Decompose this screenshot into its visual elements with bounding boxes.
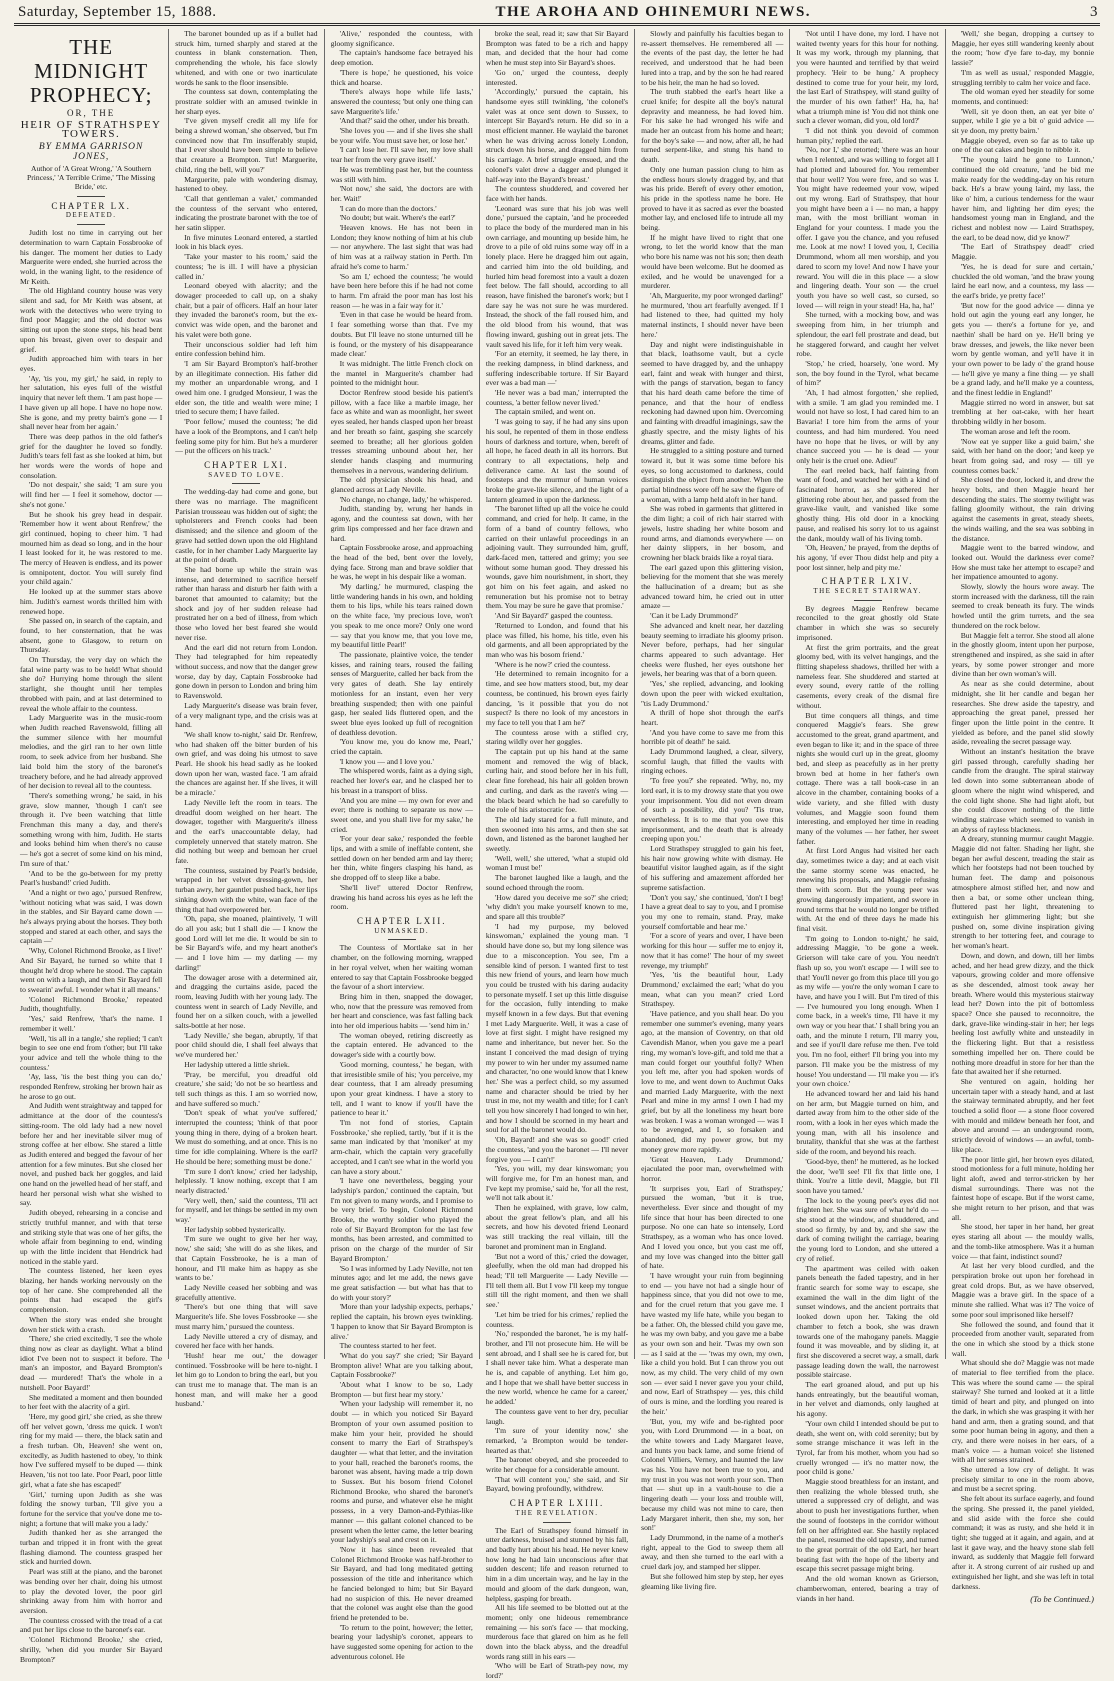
paragraph: 'Accordingly,' pursued the captain, his handsome eyes still twinkling, 'the colonel's valet was at once sent down to Sussex, to intercept Sir Bayard's return. He did so in a most efficient manner. He waylaid the baronet when he was driving across lonely London, struck down his horse, and dragged him from his carriage. A brief struggle ensued, and the colonel's valet drew a dagger and plunged it half-way into the Bayard's breast.' xyxy=(485,87,629,184)
paragraph: 'Yes, you will, my dear kinswoman; you will forgive me, for I'm an honest man, and I've kept my promise,' said he, 'for all the rest, we'll not talk about it.' xyxy=(485,1164,629,1203)
paragraph: 'And Sir Bayard?' gasped the countess. xyxy=(494,611,613,621)
paragraph: The woman obeyed, retiring discreetly as the captain entered. He advanced to the dowager's side with a courtly bow. xyxy=(330,1030,473,1060)
paragraph: 'There's but one thing that will save Marguerite's life. She loves Fossbrooke — she must marry him,' pursued the countess. xyxy=(175,1302,318,1331)
paragraph: 'I have one nevertheless, begging your ladyship's pardon,' continued the captain, 'but I'm not given to many words, and I promise to be very brief. To begin, Colonel Richmond Brooke, the worthy soldier who played the role of Sir Bayard Brompton for the last few months, has been arrested, and committed to prison on the charge of the murder of Sir Bayard Brompton.' xyxy=(330,1176,473,1263)
paragraph: 'Hush! hear me out,' the dowager continued. 'Fossbrooke will be here to-night. I let him go to London to bring the earl, but you can trust me to manage that. The man is an honest man, and will make her a good husband.' xyxy=(175,1350,318,1409)
paragraph: Only one human passion clung to him as the endless hours slowly dragged by, and that was his pride. Bereft of every other emotion, his pride in the spotless name he bore. He proved to have it as sacred as ever the boasted mother lay, and enclosed life to intrude all my being. xyxy=(641,164,784,233)
paragraph: Maggie stirred no word in answer, but sat trembling at her oat-cake, with her heart throbbing wildly in her bosom. xyxy=(951,397,1094,427)
column-4 xyxy=(480,29,635,1681)
story-byline: BY EMMA GARRISON JONES, xyxy=(38,142,144,162)
paragraph: She turned, with a mocking bow, and was sweeping from him, in her triumph and splendour, the earl fell prostrate and dead, but he staggered forward, and caught her velvet robe. xyxy=(796,310,939,359)
paragraph: If he might have lived to right that one wrong, to let the world know that the man who bore his name was not his son; then death would have been welcome. But he doomed as exiled, and he would be unavenged for a murderer. xyxy=(641,232,784,291)
paragraph: But he shook his grey head in despair. 'Remember how it went about Renfrew,' the girl continued, hoping to cheer him. 'I had mourned him as dead so long, and in the hour I least looked for it, he was restored to me. The mercy of Heaven is endless, and its power is omnipotent, doctor. You will surely find your child again.' xyxy=(20,509,163,587)
paragraph: The countess, sustained by Pearl's bedside, wrapped in her velvet dressing-gown, her turban awry, her gauntlet pushed back, her lips sinking down with the white, wan face of the thing that had overpowered her. xyxy=(175,865,318,914)
paragraph: 'Oh, Bayard! and she was so good!' cried the countess, 'and you the baronet — I'll never forgive you — I can't!' xyxy=(485,1135,629,1164)
paragraph: Judith obeyed, rehearsing in a concise and strictly truthful manner, and with that terse and striking style that was one of her gifts, the whole affair from beginning to end, winding up with the little incident that Hendrick had noticed in the stable yard. xyxy=(20,1208,163,1266)
paragraph: Maggie went to the barred window, and looked out. Would the darkness ever come? How she must take her attempt to escape? and her impatience amounted to agony. xyxy=(951,543,1094,582)
paragraph: 'The baronet lifted up all the voice he could command, and cried for help. It came, in the form of a band of country fellows, who carried on their unlawful proceedings in an adjoining vault. They surrounded him, gruff, dark-faced men, tattered and grimy; you see without some human good. They dressed his wounds, gave him nourishment, in short, they got him on his feet again, and asked no remuneration but his promise not to betray them. You may be sure he gave that promise.' xyxy=(485,504,629,611)
paragraph: 'For your dear sake,' responded the feeble lips, and with a smile of ineffable content, she settled down on her bended arm and lay there; her thin, white fingers clasping his hand, as she dropped off to sleep like a babe. xyxy=(330,834,473,883)
paragraph: She followed the sound, and found that it proceeded from another vault, separated from the one in which she stood by a thick stone wall. xyxy=(951,1319,1094,1358)
paragraph: Down, and down, and down, till her limbs ached, and her head grew dizzy, and the thick vapours, growing colder and more offensive as she descended, almost took away her breath. Where would this mysterious stairway lead her? Down into the pit of bottomless space? Once she paused to reconnoitre, the dark, grave-like winding-stair in her; her legs heeling lost awfully white and unsteadily in the flickering light. But that a resistless something impelled her on. There could be nothing more dreadful in store for her than the fate that awaited her if she returned. xyxy=(951,950,1094,1077)
paragraph: 'Why, Colonel Richmond Brooke, as I live!' And Sir Bayard, he turned so white that I thought he'd drop where he stood. The captain went on with a laugh, and then Sir Bayard fell to swearin' awful. I wonder what it all means.' xyxy=(20,946,163,994)
paragraph: 'Even in that case he would be heard from. I fear something worse than that. I've my doubts. But I'll leave no stone unturned till he is found, or the mystery of his disappearance made clear.' xyxy=(330,310,473,359)
paragraph: 'Ah, I had almost forgotten,' she replied, with a smile. 'I am glad you reminded me. I would not have so lost, I had cared him to an Bavaria! I tore him from the arms of your countess, and had him murdered. You need have no hope that he lives, or will by any chance succeed you — he is dead — your only heir is the cruel one. Adieu!' xyxy=(796,388,939,465)
paragraph: The countess sat down, contemplating the prostrate soldier with an amused twinkle in her sharp eyes. xyxy=(175,87,318,116)
paragraph: 'You know me, you do know me, Pearl,' cried the captain. xyxy=(330,737,473,757)
paragraph: She meditated a moment and then bounded to her feet with the alacrity of a girl. xyxy=(20,1392,163,1412)
column-5 xyxy=(635,29,790,1591)
paragraph: Her ladyship sobbed hysterically. xyxy=(184,1224,286,1234)
paragraph: 'Don't speak of what you've suffered,' interrupted the countess; 'think of that poor young thing in there, dying of a broken heart. We must do something, and at once. This is no time for idle complaining. Where is the earl? He should be here; something must be done.' xyxy=(175,1108,318,1166)
paragraph: 'I was going to say, if he had any sins upon his soul, he repented of them in those endless hours of darkness and torture, when, bereft of all hope, he faced death in all its horrors. But contrary to all expectations, help and deliverance came. At last the sound of footsteps and the murmur of human voices broke the grave-like silence, and the light of a lantern gleamed in upon the darkness. xyxy=(485,417,629,504)
paragraph: She ventured on again, holding her uncertain taper with a steady hand, and at last the stairway terminated abruptly, and her feet touched a solid floor — a stone floor covered with mould and mildew beneath her foot, and above and around — an underground room, strictly devoid of windows — an awful, tomb-like place. xyxy=(951,1076,1094,1154)
to-be-continued: (To be Continued.) xyxy=(1030,1594,1094,1605)
paragraph: The truth stabbed the earl's heart like a cruel knife; for despite all the boy's natural depravity and meanness, he had loved him. For his sake he had wronged his wife and made her an outcast from his home and heart; for the boy's sake — and now, after all, he had turned serpent-like, and stung his hand to death. xyxy=(641,87,784,165)
paragraph: But she followed him step by step, her eyes gleaming like living fire. xyxy=(641,1571,784,1591)
paragraph: 'Have patience, and you shall hear. Do you remember one summer's evening, many years ago, at the mansion of Coventry, on that old Cavendish Manor, when you gave me a pearl ring, my woman's love-gift, and told me that a man could forget our youthful folly? When you left me, after you had spoken words of love to me, and went down to Auchmut Oaks and married Lady Marguerite, with the next Pearl and mine in my arms! I own I had my grief, but by all the loneliness my heart bore was broken. I was a woman wronged — was I to be avenged, and I, so forsaken and abandoned, did my power grow, but my money grew more rapidly. xyxy=(641,1009,784,1154)
paragraph: The baronet bounded up as if a bullet had struck him, turned sharply and stared at the countess in blank consternation. Then, comprehending the whole, his face slowly whitened, and with one or two inarticulate words he sank to the floor insensible. xyxy=(175,29,318,87)
chapter-divider xyxy=(232,483,260,484)
paragraph: And the old woman known as Grierson, chamberwoman, entered, bearing a tray of viands in her hand. xyxy=(796,1574,939,1603)
paragraph: Judith lost no time in carrying out her determination to warn Captain Fossbrooke of his danger. The moment her duties to Lady Marguerite were ended, she hurried across the wold, in the waning light, to the residence of Mr Keith. xyxy=(20,228,163,286)
chapter-heading xyxy=(486,1499,628,1522)
paragraph: 'I did not think you devoid of common human pity,' replied the earl. xyxy=(796,126,939,145)
paragraph: 'Lady Neville,' she began, abruptly, 'if that poor child should die, I shall feel always that we've murdered her.' xyxy=(175,1030,318,1060)
paragraph: 'I had my purpose, my beloved kinswoman,' explained the young man. 'I should have done so, but my long silence was due to a misconception. You see, I'm a sensible kind of person. I wanted first to test this new friend of yours, and learn how much you could be trusted with his daring audacity to personate myself. I set up this little disguise for the occasion, fully intending to make myself known in a few days. But that evening I met Lady Marguerite. Well, it was a case of love at first sight. I might have resigned my name and inheritance, but never her. So the instant I conceived the mad design of trying my power to win her under my assumed name and character, 'no one would know that I knew her.' She was a perfect child, so my assumed name and character should be tried by her trust in me, not my wealth and title; for I can't tell you how sincerely I had longed to win her, and how I should be scorned in my heart and soul for all the baronet would do. xyxy=(485,921,629,1135)
paragraph: 'Returned to London, and found that his place was filled, his home, his title, even his old garments, and all been appropriated by the man who was his bosom friend.' xyxy=(485,620,629,659)
paragraph: A thrill of hope shot through the earl's heart. xyxy=(641,708,784,727)
paragraph: 'About what I know to be so, Lady Brompton — but first hear my story.' xyxy=(330,1380,473,1399)
chapter-heading xyxy=(331,917,473,940)
paragraph: The earl gazed upon this glittering vision, believing for the moment that she was merely the hallucination of a dream; but as she advanced toward him, he cried out in utter amaze — xyxy=(641,562,784,611)
paragraph: 'No,' responded the baronet, 'he is my half-brother, and I'll not prosecute him. He will be sent abroad, and I shall see he is cared for, but I shall never take him. What a desperate man he is, and capable of anything. Let him go, and I hope that we shall have better success in the new world, whence he came for a career,' he added.' xyxy=(485,1329,629,1407)
paragraph: The countess listened, her keen eyes blazing, her hands working nervously on the top of her cane. She comprehended all the points that had escaped the girl's comprehension. xyxy=(20,1266,163,1315)
paragraph: 'Colonel Richmond Brooke,' she cried, shrilly, 'when did you murder Sir Bayard Brompton?' xyxy=(20,1635,163,1664)
paragraph: 'Not until I have done, my lord. I have not waited twenty years for this hour for nothing. It was my work, through my planning, that you were haunted and terrified by that weird prophecy. 'Heir to be hung.' A prophecy destined to come true for your heir, my lord, the last Earl of Strathspey, will stand guilty of the murder of his own father!' Ha, ha, ha! what a triumph mine is! You did not think one such a clever woman, did you, old lord?' xyxy=(796,29,939,126)
chapter-heading xyxy=(796,577,938,600)
paragraph: He was trembling past her, but the countess was still with him. xyxy=(330,164,473,184)
paragraph: The baronet laughed like a laugh, and the sound echoed through the room. xyxy=(485,873,629,892)
chapter-divider xyxy=(388,939,416,940)
chapter-number: CHAPTER LXI. xyxy=(204,459,289,470)
paragraph: 'No doubt; but wait. Where's the earl?' xyxy=(339,213,456,223)
paragraph: But time conquers all things, and time conquered Maggie's fears. She grew accustomed to the great, grand apartment, and even began to like it; and in the space of three nights she would curl up in the great, gloomy bed, and sleep as peacefully as in her pretty brown bed at home in her father's own cottage. There was a tall book-case in an alcove in the chamber, containing books of a wide variety, and she filled with dusty volumes, and Maggie soon found them interesting, and employed her time in reading many of the volumes — her father, her sweet father. xyxy=(796,710,939,846)
paragraph: She uttered a low cry of delight. It was precisely similar to one in the room above, and must be a secret spring. xyxy=(951,1465,1094,1494)
paragraph: 'And that?' said the other, under his breath. xyxy=(339,116,470,126)
paragraph: 'There's always hope while life lasts,' answered the countess; 'but only one thing can save Marguerite's life.' xyxy=(330,87,473,116)
paragraph: A dreary, stunning murmur caught Maggie. Maggie did not falter. Shading her light, she began her awful descent, treading the stair as which her footsteps had not been touched by human feet. The damp and poisonous atmosphere almost stifled her, and now and then a bat, or some other unclean thing, fluttered past her light, threatening to extinguish her glimmering light; but she pushed on, some divine inspiration giving strength to her tottering feet, and courage to her woman's heart. xyxy=(951,834,1094,951)
paragraph: broke the seal, read it; saw that Sir Bayard Brompton was fated to be a rich and happy man, and decided that the hour had come when he must step into Sir Bayard's shoes. xyxy=(485,29,629,68)
paragraph: The captain smiled, and went on. xyxy=(494,407,596,417)
paragraph: In five minutes Leonard entered, a startled look in his black eyes. xyxy=(175,232,318,252)
paragraph: 'I know you — and I love you.' xyxy=(339,756,434,766)
paragraph: 'No, nor I,' she retorted; 'there was an hour when I relented, and was willing to forget all I had plotted and laboured for. You remember that hour well? You were free, and so was I. You might have redeemed your vow, wiped out my wrong. Earl of Strathspey, that hour you might have been a i — no man, a happy man, with the most brilliant woman in England for your countess. I made you the offer. I gave you the chance, and you refused me. Look at me now! I loved you, I, Cecilia Drummond, whom all men worship, and you dared to scorn my love! And now I have your reward. You will die in this place — a slow and lingering death. Your son — the cruel youth you have so well cast, so cursed, so loved — will reign in your stead! Ha, ha, ha!' xyxy=(796,145,939,310)
chapter-number: CHAPTER LX. xyxy=(51,200,131,211)
paragraph: 'I'm as well as usual,' responded Maggie, struggling terribly to calm her voice and face. xyxy=(951,67,1094,87)
paragraph: The baronet obeyed, and she proceeded to write her cheque for a considerable amount. xyxy=(485,1455,629,1475)
paragraph: 'Yes,' said Renfrew, 'that's the name. I remember it well.' xyxy=(20,1014,163,1033)
paragraph: 'Let him be tried for his crimes,' replied the countess. xyxy=(485,1309,629,1329)
paragraph: 'So am I,' echoed the countess; 'he would have been here before this if he had not come to harm. I'm afraid the poor man has lost his reason — he was in a fair way for it.' xyxy=(330,271,473,310)
paragraph: 'The young laird he gone to Lunnon,' continued the old creature, 'and he bid me make ready for the wedding-day on his return back. He's a braw young laird, my lass, the like o' him, a curious tenderness for the waur haver him, and lighting her dim eyes; the handsomest young man in England, and the richest and noblest now — Laird Strathspey, the earl, to be dead now, did ye know?' xyxy=(951,155,1094,242)
paragraph: 'I have wrought your ruin from beginning to end — you have not had a single hour of happiness since, that you did not owe to me, and for the cruel return that you gave me. I have wasted my life hate, while you began to be a father. Oh, the blessed child you gave me, he was my own baby, and you gave me a babe as your own son and heir. 'Twas my own son — as I said at the — 'twas my own, my own, like a child you hold. But I can throw you out now, as my child. The very child of my own son — ever said I never gave you your child, and now, Earl of Strathspey — yes, this child of ours is mine, and the lordling you reared is the heir.' xyxy=(641,1271,784,1416)
paragraph: 'Well, well,' she uttered, 'what a stupid old woman I must be!' xyxy=(485,853,629,873)
paragraph: The woman arose and left the room. xyxy=(960,426,1071,436)
paragraph: At first the grim portraits, and the great gloomy bed, with its velvet hangings, and the flitting shapeless shadows, thrilled her with a nameless fear. She shuddered and started at every sound, every rattle of the rolling casements, every creak of the dismal fire without. xyxy=(796,642,939,710)
masthead-date: Saturday, September 15, 1888. xyxy=(18,4,217,20)
paragraph: Captain Fossbrooke arose, and approaching the head of the bed, bent over the lovely, dying face. Strong man and brave soldier that he was, he wept in his despair like a woman. xyxy=(330,543,473,582)
paragraph: 'I've given myself credit all my life for being a shrewd woman,' she observed, 'but I'm convinced now that I'm insufferably stupid, that I ever should have been simple to believe that creature a Brompton. Tut! Marguerite, child, ring the bell, will you?' xyxy=(175,116,318,174)
paragraph: The lock to the young peer's eyes did not frighten her. She was sure of what he'd do — she stood at the window, and shuddered, and stood so firmly, by and by, and she saw the dark of coming twilight the carriage, bearing the young lord to London, and she uttered a cry of relief. xyxy=(796,1195,939,1263)
story-title: THE MIDNIGHT PROPHECY; xyxy=(29,35,153,107)
paragraph: 'Ay, 'tis you, my girl,' he said, in reply to her salutation, his eyes full of the wistful inquiry that never left them. 'I am past hope — I have given up all hope. I have no hope now. She is gone, and my pretty bairn's gone — I shall never hear from her again.' xyxy=(20,373,163,432)
paragraph: 'Very well, then,' said the countess, 'I'll act for myself, and let things be settled in my own way.' xyxy=(175,1195,318,1225)
paragraph: 'There is hope,' he questioned, his voice thick and hoarse. xyxy=(330,67,473,87)
paragraph: 'Well,' she began, dropping a curtsey to Maggie, her eyes still wandering keenly about the room; 'how d'ye fare to-day, my bonnie lassie?' xyxy=(951,29,1094,68)
paragraph: Lady Neville uttered a cry of dismay, and covered her face with her hands. xyxy=(175,1331,318,1351)
paragraph: And Judith went straightway and tapped for admittance at the door of the countess's sitting-room. The old lady had a new novel before her and her inevitable silver mug of strong coffee at her elbow. She stared a little as Judith entered and begged the favour of her attention for a few minutes. But she closed her novel, and pushed back her goggles, and laid one hand on the jewelled head of her staff, and heard her personal wish what she wished to say. xyxy=(20,1101,163,1208)
paragraph: Slowly and painfully his faculties began to re-assert themselves. He remembered all — the events of the past day, the letter he had received, and understood that he had been lured into a trap, and by the son he had reared to be his heir, the man he had so loved. xyxy=(641,29,784,87)
paragraph: 'For a score of years and over, I have been working for this hour — suffer me to enjoy it, now that it has come!' The hour of my sweet revenge, my triumph!' xyxy=(641,931,784,970)
paragraph: The countess arose with a stifled cry, staring wildly over her goggles. xyxy=(485,727,629,747)
paragraph: 'Here, my good girl,' she cried, as she threw off her velvet gown, 'dress me quick. I won't ring for my maid — there, the black satin and a fresh turban. Oh, Heaven! she went on, excitedly, as Judith hastened to obey, 'to think how I've suffered myself to be duped — think Heaven, 'tis not too late. Poor Pearl, poor little girl, what a fate she has escaped!' xyxy=(20,1411,163,1489)
paragraph: 'Stop,' he cried, hoarsely, 'one word. My son, the boy found in the Tyrol, what became of him?' xyxy=(796,358,939,388)
paragraph: She had borne up while the strain was intense, and determined to sacrifice herself rather than harass and disturb her faith with a baronet that amounted to calamity; but the shock and joy of her sudden release had prostrated her on a bed of illness, from which those who loved her best feared she would never rise. xyxy=(175,564,318,642)
paragraph: 'Where is he now?' cried the countess. xyxy=(494,659,611,669)
paragraph: What should she do? Maggie was not made of material to flee terrified from the place. This was where the sound came — the spiral stairway? She turned and looked at it a little timid of heart and pity, and plunged on into the dark, in which she was grasping it with her hand and arm, then a grating sound, and that some poor human being in agony, and then a cry, and there were noises in her ears, of a man's voice — a human voice! she listened with all her senses strained. xyxy=(951,1358,1094,1465)
author-note: Author of 'A Great Wrong,' 'A Southern Princess,' 'A Terrible Crime,' 'The Missing Bride,' etc. xyxy=(27,163,156,192)
paragraph: 'But now for the good advice — dinna ye hold out agin the young earl any longer, he gets you — there's a fortune for ye, and naethin' shall be hard on ye. He'll bring ye braw dresses, and jewels, the like never been worn by gentle woman, and ye'll have it in your own power to be lady o' the grand house — he'll give ye many a fine thing — ye shall be a grand lady, and he'll make ye a countess, and the finest leddie in England!' xyxy=(951,300,1094,398)
paragraph: 'Well, 'tis all in a tangle,' she replied; 'I can't begin to see one end from t'other; but I'll take your advice and tell the whole thing to the countess.' xyxy=(20,1033,163,1072)
chapter-divider xyxy=(543,1522,571,1523)
paragraph: 'And to be the go-between for my pretty Pearl's husband!' cried Judith. xyxy=(20,868,163,888)
paragraph: Then he explained, with grave, low calm, about the great fellow's plan, and all his secrets, and how his devoted friend Leonard was still tracking the real villain, till the baronet and prominent man in England. xyxy=(485,1203,629,1251)
paragraph: 'It surprises you, Earl of Strathspey,' pursued the woman, 'but it is true, nevertheless. Ever since and thought of my life since that hour has been directed to one purpose. No one can hate so intensely, Lord Strathspey, as a woman who has once loved. And I loved you once, but you cast me off, and my love was changed into the bitter gall of hate. xyxy=(641,1183,784,1271)
paragraph: 'Girl,' turning upon Judith as she was folding the snowy turban, 'I'll give you a fortune for the service that you've done me to-night; a fortune that will make you a lady.' xyxy=(20,1489,163,1528)
paragraph: 'We shall know to-night,' said Dr. Renfrew, who had shaken off the bitter burden of his own grief, and was doing his utmost to save Pearl. He shook his head sadly as he looked down upon her wan, wasted face. 'I am afraid the chances are against her. If she lives, it will be a miracle.' xyxy=(175,729,318,798)
paragraph: All his life seemed to be blotted out at the moment; only one hideous remembrance remaining — his son's face — that mocking, murderous face that glared on him as he fell down into the black abyss, and the dreadful words rang still in his ears — xyxy=(485,1603,629,1661)
paragraph: The countess gave vent to her dry, peculiar laugh. xyxy=(485,1406,629,1426)
paragraph: 'Colonel Richmond Brooke,' repeated Judith, thoughtfully. xyxy=(20,994,163,1014)
paragraph: She stood, her taper in her hand, her great eyes staring all about — the mouldy walls, and the tomb-like atmosphere. Was it a human voice — that faint, indistinct sound? xyxy=(951,1222,1094,1261)
paragraph: By degrees Maggie Renfrew became reconciled to the great ghostly old State chamber in which she was so securely imprisoned. xyxy=(796,603,939,642)
chapter-title: SAVED TO LOVE. xyxy=(208,470,285,479)
paragraph: Bring him in then, snapped the dowager, who, now that the pressure was removed from her heart and conscience, was fast falling back into her old imperious habits — 'send him in.' xyxy=(330,991,473,1031)
paragraph: 'Can it be Lady Drummond?' xyxy=(650,611,739,621)
paragraph: 'I'm going to London to-night,' he said, addressing Maggie, 'to be gone a week. Grierson will take care of you. You needn't flash up so, you won't escape — I will see to that! You'll never go from this place till you go as my wife — you're the only woman I care to have, and have you I will. But I'm tired of this — I've humoured you long enough. When I come back, in a week's time, I'll have it my own way or you hear that.' I shall bring you an oath, and the minute I return, I'll marry you, and see if you'll dare refuse me then. I've told you. I'm no fool, either! I'll bring you into my parson. I'll make you be the mistress of my house! You understand — I'll make you — it's your own choice.' xyxy=(796,933,939,1089)
chapter-number: CHAPTER LXII. xyxy=(356,915,447,926)
paragraph: 'When your ladyship will remember it, no doubt — in which you noticed Sir Bayard Brompton of your own assumed position to make him your heir, provided he should consent to marry the Earl of Strathspey's daughter — what that letter, and the invitation to your hall, reached the baronet's rooms, the baronet was absent, having made a trip down to Sussex. But his bosom friend Colonel Richmond Brooke, who shared the baronet's rooms and purse, and whatever else he might possess, in a very Damon-and-Pythias-like manner — this gallant colonel chanced to be present when the letter came, the letter bearing your ladyship's seal and crest on it. xyxy=(330,1399,473,1545)
paragraph: 'Ay, lass, 'tis the best thing you can do,' responded Renfrew, stroking her brown hair as he arose to go out. xyxy=(20,1072,163,1101)
paragraph: The earl groaned aloud, and put up his hands entreatingly, but the beautiful woman, in her velvet and diamonds, only laughed at his agony. xyxy=(796,1380,939,1419)
chapter-title: THE REVELATION. xyxy=(515,1508,599,1517)
paragraph: At last her very blood curdled, and the perspiration broke out upon her forehead in great cold drops. But, as we have observed, Maggie was a brave girl. In the space of a minute she rallied. What was it? The voice of some poor soul imprisoned like herself? xyxy=(951,1261,1094,1319)
columns xyxy=(14,29,1100,1681)
paragraph: 'Great Heaven, Lady Drummond,' ejaculated the poor man, overwhelmed with horror. xyxy=(641,1154,784,1183)
paragraph: The whispered words, faint as a dying sigh, reached her lover's ear, and he clasped her to his breast in a transport of bliss. xyxy=(330,766,473,795)
paragraph: Slowly, slowly the hours wore away. The storm increased with the darkness, till the rain seemed to creak beneath its fury. The winds howled until the grim turrets, and the sea thundered on the rock below. xyxy=(951,582,1094,630)
paragraph: He looked up at the summer stars above him. Judith's earnest words thrilled him with renewed hope. xyxy=(20,587,163,616)
paragraph: 'Take your master to his room,' said the countess; 'he is ill. I will have a physician called in.' xyxy=(175,252,318,281)
paragraph: 'I'm not fond of stories, Captain Fossbrooke,' she replied, tartly, 'but if it is the same man indicated by that 'moniker' at my arm-chair, which the captain very gracefully accepted, and I can't see what in the world you can have a story about.' xyxy=(330,1118,473,1176)
paragraph: 'Poor fellow,' mused the countess; 'he did have a look of the Bromptons, and I can't help feeling some pity for him. But he's a murderer — put the officers on his track.' xyxy=(175,417,318,456)
paragraph: 'Now it has since been revealed that Colonel Richmond Brooke was half-brother to Sir Bayard, and had long meditated getting possession of the title and inheritance which he fancied belonged to him; but Sir Bayard had no suspicion of this. He never dreamed that the colonel was aught else than the good friend he pretended to be. xyxy=(330,1544,473,1622)
paragraph: Judith, standing by, wrung her hands in agony, and the countess sat down, with her grim lips compressed and her face drawn and hard. xyxy=(330,504,473,543)
paragraph: 'Oh, papa, she moaned, plaintively, 'I will do all you ask; but I shall die — I know the good Lord will let me die. It would be sin to be Sir Bayard's wife, and my heart another's — and I love him — my darling — my darling!' xyxy=(175,914,318,972)
masthead xyxy=(14,4,1100,23)
masthead-title: THE AROHA AND OHINEMURI NEWS. xyxy=(495,4,812,20)
chapter-divider xyxy=(77,224,105,225)
paragraph: Judith thanked her as she arranged the turban and tripped it in front with the great flashing diamond. The countess grasped her stick and hurried down. xyxy=(20,1528,163,1567)
paragraph: The old physician shook his head, and glanced across at Lady Neville. xyxy=(330,475,473,495)
paragraph: 'Yes, he is dead for sure and certain,' chuckled the old woman, 'and the braw young laird he earl now, and a countess, my lass — the earl's bride, ye pretty face!' xyxy=(951,261,1094,300)
paragraph: Lady Drummond laughed, a clear, silvery, scornful laugh, that filled the vaults with ringing echoes. xyxy=(641,747,784,776)
paragraph: 'Yes, 'tis the beautiful hour, Lady Drummond,' exclaimed the earl; 'what do you mean, what can you mean?' cried Lord Strathspey. xyxy=(641,970,784,1009)
paragraph: The countess crossed with the tread of a cat and put her lips close to the baronet's ear. xyxy=(20,1615,163,1635)
paragraph: 'How dared you deceive me so?' she cried; 'why didn't you make yourself known to me, and spare all this trouble?' xyxy=(485,892,629,921)
paragraph: 'She'll live!' uttered Doctor Renfrew, drawing his hand across his eyes as he left the room. xyxy=(330,882,473,912)
paragraph: The old Highland country house was very silent and sad, for Mr Keith was absent, at work with the detectives who were trying to find poor Maggie; and the old doctor was sitting out upon the stone steps, his head bent upon his breast, given over to despair and grief. xyxy=(20,286,163,354)
paragraph: Day and night were indistinguishable in that black, loathsome vault, but a cycle seemed to have dragged by, and the unhappy earl, faint and weak with hunger and thirst, with the pangs of starvation, began to fancy that his hard death came before the time of penance, and that the hour of endless reckoning had dawned upon him. Overcoming and fainting with dreadful imaginings, saw the ghastly spectre, and the misty lights of his dreams, glitter and fade. xyxy=(641,339,784,446)
story-header xyxy=(20,35,162,197)
paragraph: 'Go on,' urged the countess, deeply interested. xyxy=(485,67,629,87)
paragraph: The poor little girl, her brown eyes dilated, stood motionless for a full minute, holding her light aloft, awed and terror-stricken by her dismal surroundings. There was not the faintest hope of escape. But if the worst came, she might return to her prison, and that was all. xyxy=(951,1154,1094,1222)
paragraph: She closed the door, locked it, and drew the heavy bolts, and then Maggie heard her descending the stairs. The stormy twilight was falling gloomily without, the rain driving against the casements in great, steady sheets, the winds wailing, and the sea was sobbing in the distance. xyxy=(951,475,1094,543)
paragraph: 'Pray, be merciful, you dreadful old creature,' she said; 'do not be so heartless and tell such things as this. I am so worried now, and have suffered so much.' xyxy=(175,1069,318,1108)
paragraph: Leonard obeyed with alacrity; and the dowager proceeded to call up, on a shaky chair, but a pair of officers. Half an hour later they invaded the baronet's room, but the ex-convict was wide open, and the baronet and his valet were both gone. xyxy=(175,281,318,339)
paragraph: 'Not now,' she said, 'the doctors are with her. Wait!' xyxy=(330,184,473,203)
paragraph: 'I am Sir Bayard Brompton's half-brother by an illegitimate connection. His father did my mother an unpardonable wrong, and I owed him one. I grudged Monsieur, I was the elder son, the title and wealth were mine; I tried to secure them; I have failed. xyxy=(175,358,318,417)
paragraph: Lord Strathspey struggled to gain his feet, his hair now growing white with dismay. He beautiful visitor laughed again, as if the sight of his suffering and amazement afforded her supreme satisfaction. xyxy=(641,844,784,892)
paragraph: The dowager arose with a determined air, and dragging the curtains aside, paced the room, leaving Judith with her young lady. The countess went in search of Lady Neville, and found her on a silken couch, with a jewelled salts-bottle at her nose. xyxy=(175,972,318,1031)
paragraph: 'He never was a bad man,' interrupted the countess, 'a better fellow never lived.' xyxy=(485,388,629,407)
column-2 xyxy=(169,29,324,1409)
column-3 xyxy=(325,29,480,1661)
paragraph: Judith approached him with tears in her eyes. xyxy=(20,354,163,373)
paragraph: The Earl of Strathspey found himself in utter darkness, bruised and stunned by his fall, and badly hurt about his head. He never knew how long he had lain unconscious after that sudden descent; life and reason returned to him in a dim uncertain way, and he lay in the mould and gloom of the dark dungeon, wan, helpless, gasping for breath. xyxy=(485,1525,629,1603)
paragraph: 'He determined to remain incognito for a time, and see how matters stood, but, my dear countess, be continued, his brown eyes fairly dancing, 'is it possible that you do not suspect? Is there no look of my ancestors in my face to tell you that I am he?' xyxy=(485,669,629,727)
column-1 xyxy=(14,29,169,1664)
paragraph: 'Your own child I intended should be put to death, she went on, with cold serenity; but by some strange mischance it was left in the Tyrol, far from his mother, whom you had so cruelly wronged — it's no matter now, the poor child is gone.' xyxy=(796,1418,939,1477)
paragraph: 'My darling,' he murmured, clasping the little wandering hands in his own, and holding them to his lips, while his tears rained down on the white face, 'my precious love, won't you speak to me once more? Only one word — say that you know me, that you love me, my beautiful little Pearl!' xyxy=(330,582,473,650)
paragraph: 'Yes,' she replied, advancing, and looking down upon the peer with wicked exultation, ''tis Lady Drummond.' xyxy=(641,679,784,708)
paragraph: She advanced and knelt near, her dazzling beauty seeming to irradiate his gloomy prison. Never before, perhaps, had her singular charms appeared to such advantage. Her cheeks were flushed, her eyes outshone her jewels, her bearing was that of a born queen. xyxy=(641,620,784,679)
paragraph: The old lady stared for a full minute, and then swooned into his arms, and then she sat down, and listened as the baronet laughed her sweetly. xyxy=(485,814,629,854)
paragraph: The passionate, plaintive voice, the tender kisses, and raining tears, roused the failing senses of Marguerite, called her back from the very gates of death. She lay entirely motionless for an instant, even her very breathing suspended; then with one painful gasp, her sealed lids fluttered open, and the sweet blue eyes looked up full of recognition of deathless devotion. xyxy=(330,650,473,737)
paragraph: The wedding-day had come and gone, but there was no marriage. The magnificent Parisian trousseau was hidden out of sight; the upholsterers and French cooks had been dismissed; and the silence and gloom of the grave had settled down upon the old Highland castle, for in her chamber Lady Marguerite lay at the point of death. xyxy=(175,487,318,565)
paragraph: 'For an eternity, it seemed, he lay there, in the reeking dampness, in blind darkness, and suffering indescribable torture. If Sir Bayard ever was a bad man —' xyxy=(485,349,629,388)
paragraph: 'She loves you — and if she lives she shall be your wife. You must save her, or lose her.' xyxy=(330,126,473,145)
paragraph: The countess shuddered, and covered her face with her hands. xyxy=(485,184,629,203)
paragraph: 'There,' she cried excitedly, 'I see the whole thing now as clear as daylight. What a blind idiot I've been not to suspect it before. The man's an impostor, and Bayard Brompton's dead — murdered! That's the whole in a nutshell. Poor Bayard!' xyxy=(20,1334,163,1392)
paragraph: But Maggie felt a terror. She stood all alone in the ghostly gloom, intent upon her purpose, strengthened and inspired, as she said in after years, by some power stronger and more divine than her own woman's will. xyxy=(951,630,1094,679)
paragraph: There was deep pathos in the old father's grief for the daughter he loved so fondly. Judith's tears fell fast as she looked at him, but her words were the words of hope and consolation. xyxy=(20,431,163,480)
paragraph: 'I can't lose her. I'll save her, my love shall tear her from the very grave itself.' xyxy=(330,145,473,165)
paragraph: 'Now eat ye supper like a guid bairn,' she said, with her hand on the door; 'and keep ye heart from going sad, and rosy — till ye countess comes back.' xyxy=(951,436,1094,475)
paragraph: Maggie stood breathless for an instant, and then realizing the whole blessed truth, she uttered a suppressed cry of delight, and was about to push her investigations further, when the sound of footsteps in the corridor without fell on her affrighted ear. She hastily replaced the panel, resumed the old tapestry, and turned to the great portrait of the old Earl, her heart beating fast with the hope of the liberty and escape this secret passage might bring. xyxy=(796,1477,939,1574)
paragraph: 'Good-bye, then!' he muttered, as he locked the door, 'we'll see! I'll fix that little one, I think. You're a little devil, Maggie, but I'll soon have you tamed.' xyxy=(796,1156,939,1195)
paragraph: 'I can do more than the doctors.' xyxy=(339,203,437,213)
chapter-divider xyxy=(854,600,882,601)
paragraph: 'But not a word of this,' cried the dowager, gleefully, when the old man had dropped his head; 'I'll tell Marguerite — Lady Neville — I'll tell them all. But I vow I'll keep my tongue still till the right moment, and then we shall see.' xyxy=(485,1251,629,1310)
column-7 xyxy=(946,29,1100,1605)
paragraph: Lady Neville left the room in tears. The dreadful doom weighed on her heart. The dowager, together with Marguerite's illness and the earl's unaccountable delay, had completely unnerved that stately matron. She did nothing but weep and bemoan her cruel fate. xyxy=(175,797,318,866)
title-divider xyxy=(77,196,105,197)
column-body xyxy=(796,29,938,1603)
masthead-rule xyxy=(14,23,1100,26)
paragraph: 'Do not despair,' she said; 'I am sure you will find her — I feel it somehow, doctor — she's not gone.' xyxy=(20,480,163,509)
paragraph: Lady Neville ceased her sobbing and was gracefully attentive. xyxy=(175,1283,318,1302)
paragraph: She was robed in garments that glittered in the dim light; a coil of rich hair starred with jewels, lustre shading her white bosom and round arms, and diamonds everywhere — on her dainty slippers, in her bosom, and crowning her black braids like a royal tiara. xyxy=(641,504,784,562)
paragraph: 'But, you, my wife and be-righted poor you, with Lord Drummond — in a boat, on the white towers and Lady Margaret leave, and hunts you back lame, and some friend of Colonel Villiers, Verney, and haunted the law was his. You have not been true to you, and my trust in you was not worth your son. Then that — shut up in a vault-house to die a lingering death — your loss and trouble will, because my child was not mine to care, then Lady Margaret inherit, then she, my son, her son!' xyxy=(641,1416,784,1533)
paragraph: At first Lord Angus had visited her each day, sometimes twice a day; and at each visit the same stormy scene was enacted, he renewing his proposals, and Maggie refusing them with scorn. But the young peer was growing dangerously impatient, and swore in round terms that he would no longer be trifled with. At the end of three days he made his final visit. xyxy=(796,846,939,933)
chapter-title: THE SECRET STAIRWAY. xyxy=(813,587,922,596)
paragraph: 'There's something wrong,' he said, in his grave, slow manner, 'though I can't see through it. I've been watching that little Frenchman this many a day, and there's something wrong with him, Judith. He starts and looks behind him when there's no cause — he's got a secret of some kind on his mind, I'm sure of that.' xyxy=(20,790,163,868)
paragraph: As near as she could determine, about midnight, she lit her candle and began her researches. She drew aside the tapestry, and approaching the great panel, pressed her finger upon the little point in the centre. It yielded as before, and the panel slid slowly aside, revealing the secret passage way. xyxy=(951,679,1094,747)
paragraph: Her ladyship uttered a little shriek. xyxy=(184,1059,290,1069)
chapter-title: DEFEATED. xyxy=(65,211,117,220)
column-body xyxy=(641,29,783,1591)
paragraph: 'Alive,' responded the countess, with gloomy significance. xyxy=(330,29,473,48)
chapter-number: CHAPTER LXIV. xyxy=(821,576,914,587)
paragraph: And the earl did not return from London. They had telegraphed for him repeatedly without success, and now that the danger grew worse, day by day, Captain Fossbrooke had gone down in person to London and bring him to Ravenswold. xyxy=(175,642,318,701)
paragraph: The earl reeled back, half fainting from want of food, and watched her with a kind of fascinated horror, as she gathered her glittering robe about her, and passed from the grave-like vault, and vanished like some ghostly thing. His old door in a knocking pause, and realised his sorry lot to us against the dank, mouldy wall of his living tomb. xyxy=(796,465,939,543)
paragraph: 'Oh, Heaven,' he prayed, from the depths of his agony, 'if ever Thou didst help and pity a poor lost sinner, help and pity me.' xyxy=(796,543,939,572)
paragraph: 'The Earl of Strathspey dead!' cried Maggie. xyxy=(951,242,1094,262)
paragraph: 'I'm sure of your identity now,' she remarked, 'a Brompton would be tender-hearted as that.' xyxy=(485,1426,629,1455)
paragraph: The captain's handsome face betrayed his deep emotion. xyxy=(330,48,473,68)
paragraph: 'I'm sure I don't know,' cried her ladyship, helplessly. 'I know nothing, except that I am nearly distracted.' xyxy=(175,1166,318,1195)
paragraph: 'And you have come to save me from this horrible pit of death!' he said. xyxy=(641,727,784,747)
paragraph: 'That will content you,' she said, and Sir Bayard, bowing profoundly, withdrew. xyxy=(485,1474,629,1494)
paragraph: The countess started to her feet. xyxy=(339,1341,437,1351)
paragraph: 'Well, sit ye doon then, an eat yer bite o' supper, while I gie ye a bit o' guid advice — sit ye doon, my pretty bairn.' xyxy=(951,106,1094,136)
paragraph: 'Heaven knows. He has not been in London; they know nothing of him at his club — nor anywhere. The last sight that was had of him was at a railway station in Perth. I'm afraid he's come to harm.' xyxy=(330,223,473,271)
paragraph: He struggled to a sitting posture and turned toward it, but it was some time before his eyes, so long accustomed to darkness, could distinguish the object from another. When the partial blindness wore off he saw the figure of a woman, with a lamp held aloft in her hand. xyxy=(641,446,784,504)
paragraph: She passed on, in search of the captain, and found, to her consternation, that he was absent, gone to Glasgow, to return on Thursday. xyxy=(20,616,163,655)
paragraph: 'No change, no change, lady,' he whispered. xyxy=(339,494,473,504)
paragraph: He advanced toward her and laid his hand on her arm, but Maggie turned on him, and darted away from him to the other side of the room, with a look in her eyes which made the young man, with all his insolence and brutality, thankful that she was at the farthest side of the room, and beyond his reach. xyxy=(796,1088,939,1157)
paragraph: 'Good morning, countess,' he began, with that irresistible smile of his; 'you perceive, my dear countess, that I am already presuming upon your great kindness. I have a story to tell, and I want to know if you'll have the patience to hear it.' xyxy=(330,1059,473,1118)
paragraph: 'So I was informed by Lady Neville, not ten minutes ago; and let me add, the news gave me great satisfaction — but what has that to do with your story?' xyxy=(330,1263,473,1302)
paragraph: 'Don't you say,' she continued, 'don't I beg! I have a great deal to say to you, and I promise you my one to remain, stand. Pray, make yourself comfortable and hear me.' xyxy=(641,892,784,931)
paragraph: 'And you are mine — my own for ever and ever; there is nothing to separate us now — sweet one, and you shall live for my sake,' he cried. xyxy=(330,795,473,834)
paragraph: Maggie obeyed, even so far as to take up one of the oat cakes and begin to nibble it. xyxy=(951,135,1094,155)
paragraph: Lady Marguerite was in the music-room when Judith reached Ravenswold, filling all the summer silence with her mournful melodies, and the girl ran to her own little room, to seek advice from her husband. She laid bold him the story of the baronet's treachery before, and he had already approved of her decision to reveal all to the countess. xyxy=(20,713,163,791)
paragraph: 'What do you say?' she cried; 'Sir Bayard Brompton alive! What are you talking about, Captain Fossbrooke?' xyxy=(330,1350,473,1380)
paragraph: 'To free you?' she repeated. 'Why, no, my lord earl, it is to my drowsy state that you owe your imprisonment. You did not even dream of such a possibility, did you? 'Tis true, nevertheless. It is to me that you owe this imprisonment, and the death that is already creeping upon you.' xyxy=(641,776,784,844)
paragraph: It was midnight. The little French clock on the mantel in Marguerite's chamber had pointed to the midnight hour. xyxy=(330,358,473,388)
paragraph: Pearl was still at the piano, and the baronet was bending over her chair, doing his utmost to play the devoted lover, the poor girl shrinking away from him with horror and aversion. xyxy=(20,1567,163,1615)
paragraph: The captain put up his hand at the same moment and removed the wig of black, curling hair, and stood before her in his full, clear fine forehead, his hair all golden brown and curling, and dark as the raven's wing — the black beard which he had so carefully to the role of his aristocratic foe. xyxy=(485,747,629,815)
chapter-number: CHAPTER LXIII. xyxy=(509,1498,605,1509)
chapter-title: UNMASKED. xyxy=(374,926,430,935)
paragraph: 'Leonard was sure that his job was well done,' pursued the captain, 'and he proceeded to place the body of the murdered man in his own carriage, and mounting up beside him, he drove to a pile of old ruins some way off in a lonely place. Here he dragged him out again, and carried him into the old building, and hurled him head foremost into a vault a dozen feet below. The fall should, according to all reason, have finished the baronet's work; but I dare say he was not sure he was murdered. Instead, the shock of the fall roused him, and the old blood from his wound, that was flowing inward, gushing out in great jets. The vault saved his life, for it left him very weak. xyxy=(485,203,629,349)
chapter-heading xyxy=(175,461,317,484)
paragraph: She felt about its surface eagerly, and found the spring. She pressed it, the panel yielded, and slid aside with the force she could command; it was as rusty, and she held it in tight; she tugged at it again, and again, and at last it gave way, and the heavy stone slab fell inward, as suddenly that Maggie fell forward after it. A strong current of air rushed up and extinguished her light, and she was left in total darkness. xyxy=(951,1494,1094,1591)
paragraph: The apartment was ceiled with oaken panels beneath the faded tapestry, and in her frantic search for some way to escape, she examined the wall in the dim light of the sunset windows, and the ancient portraits that looked down upon her. Taking the old chamber to fetch a book, she was drawn towards one of the mahogany panels. Maggie found it was moveable, and by sliding it, at first she discovered a secret way, a small, dark passage leading down the wall, the narrowest possible staircase. xyxy=(796,1263,939,1380)
column-body xyxy=(175,29,317,1409)
column-6 xyxy=(790,29,945,1603)
paragraph: The old woman eyed her steadily for some moments, and continued: xyxy=(951,87,1094,106)
column-body xyxy=(331,29,473,1661)
paragraph: Lady Marguerite's disease was brain fever, of a very malignant type, and the crisis was at hand. xyxy=(175,700,318,730)
column-body xyxy=(20,202,162,1664)
paragraph: Their unconscious soldier had left him entire confession behind him. xyxy=(175,339,318,359)
paragraph: On Thursday, the very day on which the fatal wine party was to be held! What should she do? Hurrying home through the silent starlight, she thought until her temples throbbed with pain, and at last determined to reveal the whole affair to the countess. xyxy=(20,655,163,713)
paragraph: Marguerite, pale with wondering dismay, hastened to obey. xyxy=(175,174,318,194)
paragraph: 'And a night or two ago,' pursued Renfrew, 'without noticing what was said, I was down in the stables, and Sir Bayard came down — he's always prying about the horses. They both stopped and stared at each other, and says the captain —' xyxy=(20,887,163,946)
story-or: OR, THE xyxy=(66,108,116,118)
masthead-page-number: 3 xyxy=(1090,4,1098,20)
chapter-heading xyxy=(20,202,162,225)
story-subtitle: HEIR OF STRATHSPEY TOWERS. xyxy=(20,118,162,141)
paragraph: 'Ah, Marguerite, my poor wronged darling!' he murmured, 'thou art fearfully avenged. If I had listened to thee, had quitted my holy maternal instincts, I should never have been here.' xyxy=(641,290,784,339)
paragraph: Doctor Renfrew stood beside his patient's pillow, with a face like a marble image, her face as white and wan as moonlight, her sweet eyes sealed, her hands clasped upon her breast and her breath so faint, gasping she scarcely seemed to breathe; all her glorious golden tresses streaming unbound about her, her slender hands clasping and murmuring themselves in a nervous, wandering delirium. xyxy=(330,388,473,475)
paragraph: 'Call that gentleman a valet,' commanded the countess of the servant who entered, indicating the prostrate baronet with the toe of her satin slipper. xyxy=(175,193,318,233)
paragraph: The Countess of Mortlake sat in her chamber, on the following morning, wrapped in her royal velvet, when her waiting woman entered to say that Captain Fossbrooke begged the favour of a short interview. xyxy=(330,943,473,992)
paragraph: 'Who will be Earl of Strath-pey now, my lord?' xyxy=(485,1661,629,1681)
paragraph: Lady Drummond, in the name of a mother's right, appeal to the God to sweep them all away, and then she turned to the earl with a cruel dark joy, and stamped her slipper. xyxy=(641,1532,784,1572)
paragraph: 'To return to the point, however; the letter, bearing your ladyship's coronet, appears to have suggested some opening for action to the adventurous colonel. He xyxy=(330,1622,473,1661)
paragraph: 'I'm sure we ought to give her her way, now,' she said; 'she will do as she likes, and that Captain Fossbrooke, he is a man of honour, and I'll make him as happy as she wants to be.' xyxy=(175,1234,318,1283)
column-body xyxy=(486,29,628,1681)
paragraph: Without an instant's hesitation the brave girl passed through, carefully shading her candle from the draught. The spiral stairway led down into some subterranean abode of gloom where the night wind whispered, and the cold light shone. She had light aloft, but she could discover nothing of the little winding staircase which seemed to vanish in an abyss of rayless blackness. xyxy=(951,747,1094,834)
column-body xyxy=(952,29,1094,1605)
paragraph: When the story was ended she brought down her stick with a crash. xyxy=(20,1314,163,1334)
paragraph: 'More than your ladyship expects, perhaps,' replied the captain, his brown eyes twinkling. 'I happen to know that Sir Bayard Brompton is alive.' xyxy=(330,1302,473,1341)
